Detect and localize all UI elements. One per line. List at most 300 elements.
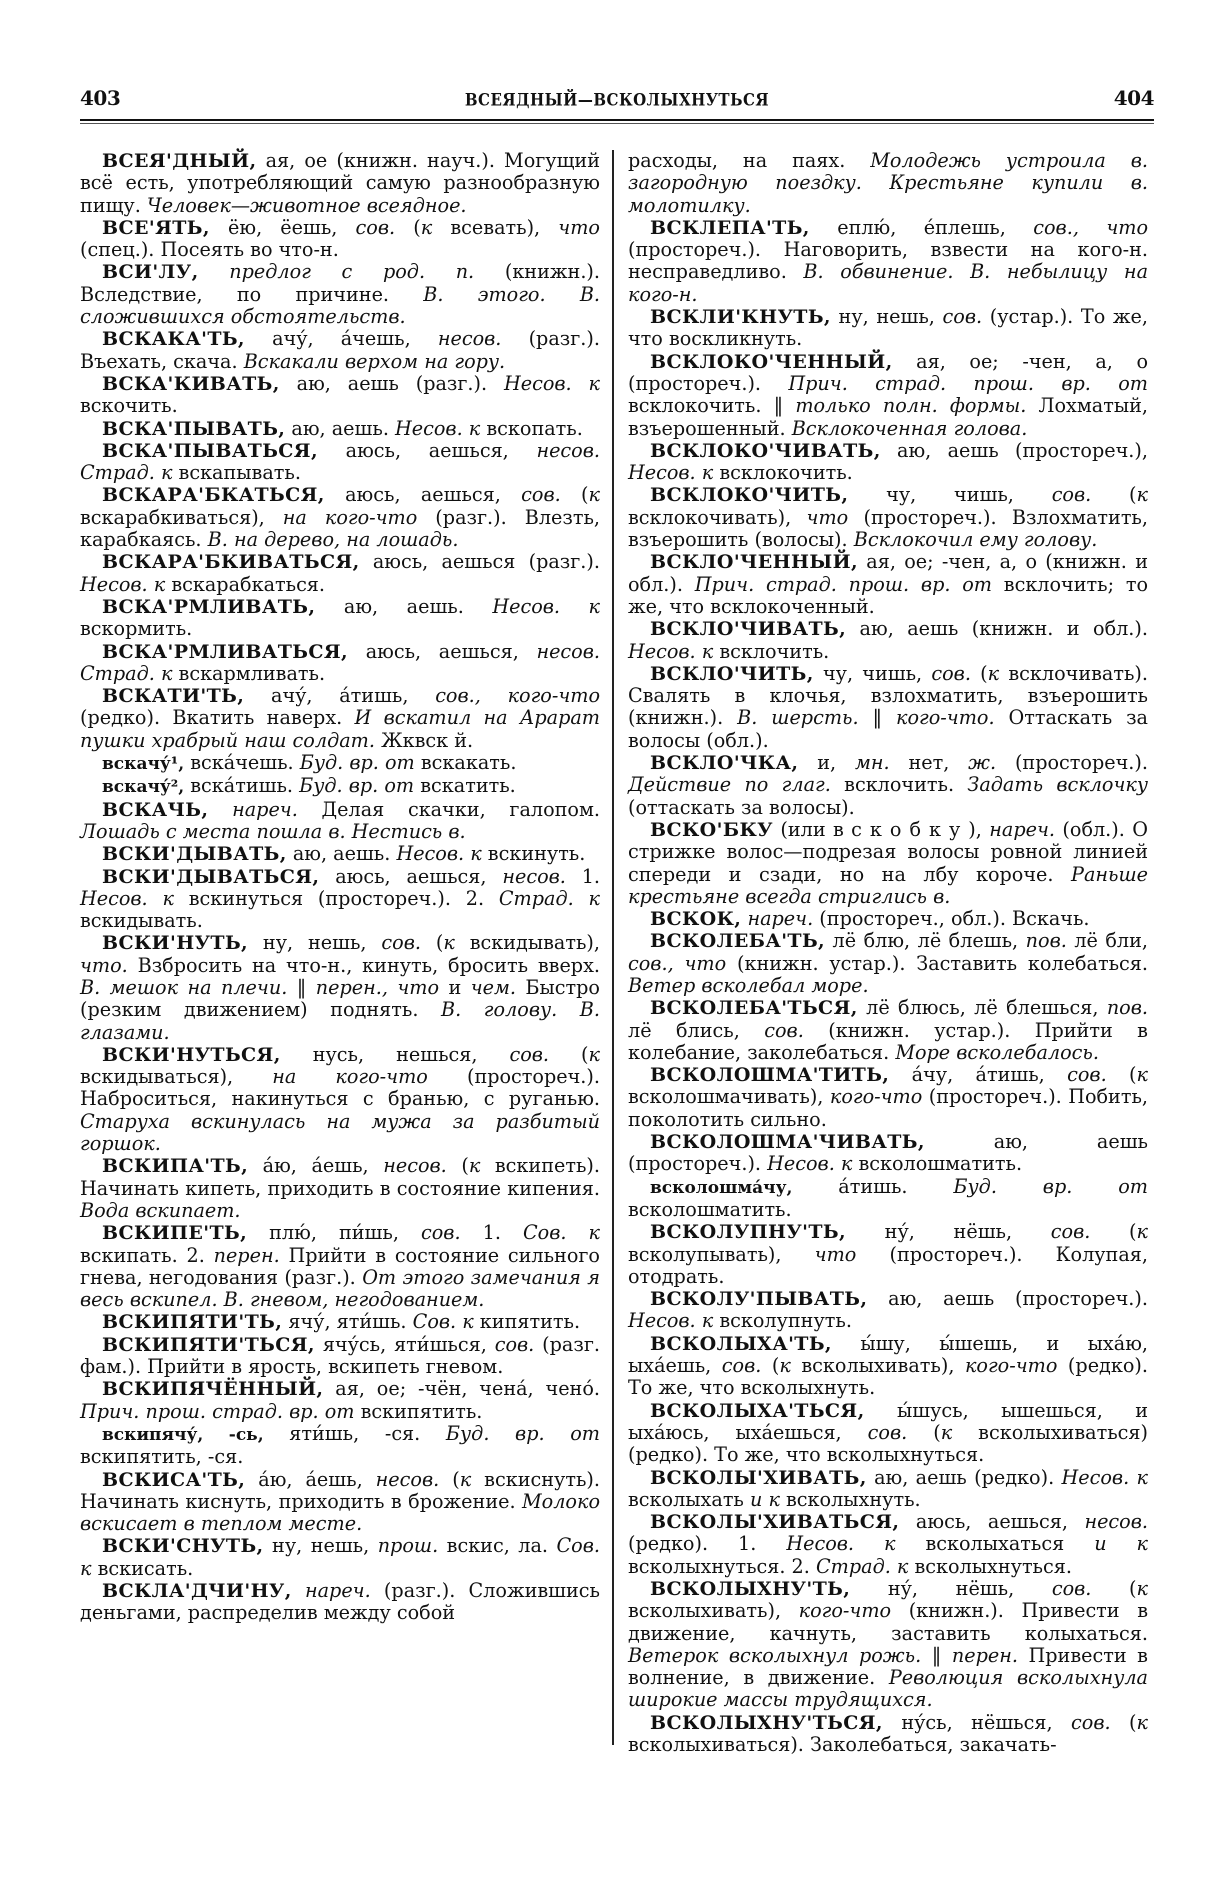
definition-text: ну́сь, нёшься,	[882, 1710, 1072, 1734]
dictionary-entry	[80, 1469, 600, 1536]
italic-gloss: Несов. к	[395, 416, 481, 440]
definition-text: вскис, ла.	[438, 1534, 557, 1558]
headword: ВСКИПЕ'ТЬ,	[102, 1222, 248, 1245]
definition-text: а́ю, а́ешь,	[248, 1154, 384, 1178]
dictionary-entry	[628, 1400, 1148, 1467]
italic-gloss: Несов. к	[504, 371, 600, 395]
definition-text: аю, аешь (простореч.),	[880, 438, 1148, 462]
italic-gloss: Буд. вр. от	[953, 1174, 1148, 1198]
headword: ВСКОЛОШМА'ЧИВАТЬ,	[650, 1131, 925, 1154]
definition-text: аюсь, аешься,	[317, 438, 537, 462]
definition-text: вскатить.	[414, 774, 516, 798]
definition-text: вскарабкаться.	[165, 572, 326, 596]
definition-text: (разг.). Влезть, карабкаясь.	[80, 505, 600, 552]
italic-gloss: на кого-что	[282, 505, 418, 529]
definition-text: (устар.). То же, что воскликнуть.	[628, 305, 1148, 351]
definition-text: всколыхаться	[895, 1532, 1095, 1556]
dictionary-entry	[80, 1311, 600, 1333]
running-head: ВСЕЯДНЫЙ—ВСКОЛЫХНУТЬСЯ	[464, 90, 770, 110]
dictionary-entry	[80, 418, 600, 440]
dictionary-entry	[80, 752, 600, 775]
definition-text: ая, ое; -чён, чена́, чено́.	[323, 1377, 600, 1401]
italic-gloss: несов.	[502, 864, 566, 888]
italic-gloss: сов.	[931, 661, 971, 685]
headword: вскачу́¹,	[102, 754, 185, 775]
definition-text: ёю, ёешь,	[209, 215, 356, 239]
definition-text: вскиснуть). Начинать киснуть, приходить в брожение.	[80, 1467, 600, 1513]
headword: ВСКИСА'ТЬ,	[102, 1468, 246, 1491]
italic-gloss: сов.	[521, 483, 561, 507]
italic-gloss: к	[420, 215, 433, 239]
italic-gloss: Прич. прош. страд. вр. от	[80, 1399, 355, 1423]
definition-text: 1.	[460, 1221, 523, 1245]
italic-gloss: пов.	[1025, 929, 1067, 953]
definition-text: (	[761, 1354, 780, 1378]
italic-gloss: Ветерок всколыхнул рожь.	[628, 1643, 922, 1667]
column-divider	[612, 150, 614, 1745]
italic-gloss: сов.	[421, 1221, 461, 1245]
italic-gloss: что	[806, 505, 849, 529]
definition-text: (или в	[772, 817, 852, 841]
definition-text: лё бли,	[1066, 929, 1149, 953]
definition-text: вскипеть). Начинать кипеть, приходить в состояние кипения.	[80, 1154, 600, 1200]
italic-gloss: Лошадь с места пошла в. Нестись в.	[80, 819, 466, 843]
headword: ВСКЛОКО'ЧИВАТЬ,	[650, 439, 881, 462]
definition-text: аюсь, аешься,	[319, 864, 503, 888]
dictionary-entry	[628, 819, 1148, 908]
italic-gloss: сов.	[355, 215, 396, 239]
italic-gloss: В. этого. В. сложившихся обстоятельств.	[80, 282, 601, 329]
headword: ВСЕ'ЯТЬ,	[102, 216, 210, 239]
definition-text: (разг.). Сложившись деньгами, распределив между собой	[80, 1579, 601, 1625]
definition-text: всевать),	[432, 215, 559, 239]
dictionary-entry	[628, 1176, 1148, 1222]
dictionary-entry	[80, 1044, 600, 1155]
definition-text: аюсь, аешься (разг.).	[359, 550, 600, 574]
definition-text: лё блюсь, лё блешься,	[857, 996, 1107, 1020]
headword: ВСКИ'СНУТЬ,	[102, 1535, 264, 1558]
italic-gloss: сов.	[721, 1354, 762, 1378]
definition-text: нет,	[889, 751, 969, 775]
italic-gloss: Ветер всколебал море.	[628, 973, 869, 997]
dictionary-entry	[628, 150, 1148, 217]
italic-gloss: Несов. к	[628, 461, 714, 485]
italic-gloss: сов.	[381, 931, 421, 955]
definition-text: всколошматить.	[852, 1152, 1023, 1176]
right-column	[628, 150, 1148, 1756]
italic-gloss: Буд. вр. от	[445, 1421, 601, 1445]
dictionary-entry	[628, 1221, 1148, 1288]
definition-text: ы́шусь, ышешься, и ыха́юсь, ыха́ешься,	[628, 1398, 1148, 1444]
definition-text: всколыхнуть.	[779, 1487, 921, 1511]
definition-text: (	[446, 1154, 469, 1178]
spaced-text: скобку	[851, 817, 969, 841]
headword: ВСКОЛЕБА'ТЬСЯ,	[650, 997, 858, 1020]
definition-text: всклочить.	[713, 639, 830, 663]
definition-text: вскинуть.	[481, 842, 586, 866]
dictionary-entry	[628, 930, 1148, 997]
italic-gloss: сов.	[1071, 1710, 1111, 1734]
headword: ВСКА'КИВАТЬ,	[102, 372, 280, 395]
definition-text: вска́тишь.	[184, 774, 300, 798]
italic-gloss: Раньше крестьяне всегда стриглись в.	[628, 862, 1148, 908]
headword: ВСКОЛУ'ПЫВАТЬ,	[650, 1288, 868, 1311]
italic-gloss: к	[588, 1042, 600, 1066]
definition-text: вскормить.	[80, 617, 193, 641]
definition-text: вскарабкиваться),	[80, 505, 283, 529]
definition-text: аю, аешь (разг.).	[279, 371, 504, 395]
italic-gloss: сов.	[1051, 483, 1092, 507]
headword: ВСКА'РМЛИВАТЬСЯ,	[102, 640, 349, 663]
italic-gloss: сов., что	[1033, 215, 1148, 239]
headword: вскачу́²,	[102, 777, 185, 798]
definition-text: (книжн. устар.). Прийти в колебание, заколебаться.	[628, 1018, 1148, 1064]
definition-text: вскочить.	[80, 394, 178, 418]
italic-gloss: От этого замечания я весь вскипел. В. гневом, негодованием.	[80, 1265, 600, 1312]
dictionary-entry	[80, 484, 600, 551]
italic-gloss: Молодежь устроила в. загородную поездку. Крестьяне купили в. молотилку.	[628, 149, 1148, 217]
definition-text: кипятить.	[473, 1310, 581, 1334]
italic-gloss: Действие по глаг.	[628, 773, 831, 797]
headword: ВСКАРА'БКАТЬСЯ,	[102, 484, 325, 507]
definition-text: ‖	[858, 706, 897, 730]
dictionary-entry	[628, 551, 1148, 618]
definition-text	[199, 260, 230, 283]
headword: ВСКАРА'БКИВАТЬСЯ,	[102, 551, 360, 574]
italic-gloss: предлог с род. п.	[229, 260, 475, 284]
italic-gloss: что.	[80, 953, 128, 977]
dictionary-entry	[80, 1334, 600, 1379]
headword: ВСКИ'ДЫВАТЬСЯ,	[102, 865, 320, 888]
header-rule	[80, 119, 1154, 121]
italic-gloss: несов.	[1084, 1510, 1148, 1534]
dictionary-entry	[80, 373, 600, 418]
headword: ВСКИ'НУТЬСЯ,	[102, 1043, 281, 1066]
italic-gloss: И вскатил на Арарат пушки храбрый наш солдат.	[80, 706, 600, 752]
dictionary-entry	[80, 596, 600, 641]
italic-gloss: Несов. к	[492, 594, 600, 618]
definition-text: ),	[968, 817, 990, 841]
definition-text: всклочивать). Свалять в клочья, взлохматить, взъерошить (книжн.).	[628, 661, 1149, 730]
definition-text: плю́, пи́шь,	[247, 1221, 421, 1245]
dictionary-entry	[80, 1535, 600, 1580]
italic-gloss: Задать всклочку	[967, 773, 1148, 797]
definition-text: вскипятить.	[354, 1399, 483, 1423]
headword: ВСЕЯ'ДНЫЙ,	[102, 150, 257, 172]
definition-text: ‖	[921, 1643, 952, 1667]
dictionary-entry	[628, 1578, 1148, 1712]
definition-text: ‖	[287, 975, 316, 999]
definition-text: всклокочивать),	[628, 505, 807, 529]
definition-text: Привести в волнение, в движение.	[628, 1643, 1148, 1690]
italic-gloss: ж.	[968, 751, 997, 775]
italic-gloss: к	[588, 483, 600, 507]
dictionary-entry	[628, 1064, 1148, 1131]
italic-gloss: несов.	[437, 327, 502, 351]
italic-gloss: кого-что	[964, 1354, 1058, 1378]
definition-text: ну, нешь,	[248, 931, 382, 955]
definition-text: нусь, нешься,	[280, 1042, 510, 1066]
headword: ВСКИПЯТИ'ТЬСЯ,	[102, 1333, 315, 1356]
definition-text: ну, нешь,	[263, 1534, 378, 1558]
definition-text: ну́, нёшь,	[846, 1220, 1051, 1244]
dictionary-entry	[80, 1155, 600, 1222]
italic-gloss: к	[459, 1467, 472, 1491]
definition-text: аю, аешь (книжн. и обл.).	[846, 617, 1148, 641]
italic-gloss: Несов. к	[628, 639, 714, 663]
italic-gloss: пов.	[1106, 996, 1148, 1020]
italic-gloss: В. голову. В. глазами.	[80, 998, 600, 1044]
dictionary-entry	[80, 551, 600, 596]
definition-text: (книжн. устар.). Заставить колебаться.	[726, 951, 1149, 975]
italic-gloss: перен.	[213, 1243, 280, 1267]
headword: ВСКЛО'ЧЕННЫЙ,	[650, 551, 858, 574]
dictionary-entry	[80, 866, 600, 933]
definition-text: (простореч.). Побить, поколотить сильно.	[628, 1085, 1149, 1131]
italic-gloss: сов.	[494, 1332, 535, 1356]
dictionary-entry	[80, 799, 600, 844]
dictionary-entry	[628, 997, 1148, 1064]
headword: ВСКЛО'ЧИТЬ,	[650, 662, 814, 685]
dictionary-entry	[80, 261, 600, 328]
italic-gloss: и к	[1094, 1532, 1148, 1556]
definition-text: всклокочить.	[713, 461, 853, 485]
definition-text: и	[439, 975, 471, 999]
italic-gloss: Вскакали верхом на гору.	[243, 349, 506, 373]
dictionary-entry	[80, 150, 600, 217]
definition-text: всколупывать),	[628, 1242, 815, 1266]
definition-text: (	[549, 1042, 589, 1066]
italic-gloss: В. шерсть.	[737, 706, 859, 730]
italic-gloss: сов., что	[628, 951, 727, 975]
definition-text: Жквск й.	[374, 728, 474, 752]
definition-text: вскопать.	[480, 416, 583, 440]
definition-text: всколыхнуться. 2.	[628, 1554, 816, 1578]
headword: ВСКИ'НУТЬ,	[102, 932, 249, 955]
definition-text: (	[1110, 1710, 1137, 1734]
headword: ВСКОЛЫХНУ'ТЬ,	[650, 1578, 851, 1600]
italic-gloss: кого-что	[798, 1599, 892, 1623]
definition-text: всколыхать	[628, 1487, 750, 1511]
definition-text: (книжн.). Вследствие, по причине.	[80, 260, 601, 306]
headword: ВСКЛОКО'ЧЕННЫЙ,	[650, 350, 893, 373]
headword: ВСКОЛЫ'ХИВАТЬСЯ,	[650, 1511, 900, 1534]
definition-text: (простореч.). Взлохматить, взъерошить (волосы).	[628, 505, 1148, 552]
headword: ВСКАКА'ТЬ,	[102, 328, 245, 351]
headword: ВСКЛИ'КНУТЬ,	[650, 306, 831, 329]
definition-text	[208, 798, 232, 821]
dictionary-entry	[628, 1712, 1148, 1757]
left-column	[80, 150, 600, 1625]
definition-text: (обл.). О стрижке волос—подрезая волосы ровной линией спереди и сзади, но на лбу короче.	[628, 817, 1148, 886]
definition-text: (	[907, 1420, 941, 1444]
italic-gloss: Несов. к	[767, 1152, 853, 1176]
page-header	[80, 86, 1154, 116]
definition-text: 1.	[565, 864, 601, 888]
dictionary-entry	[80, 1580, 600, 1625]
italic-gloss: Всклокочил ему голову.	[853, 528, 1098, 552]
italic-gloss: что	[814, 1242, 857, 1266]
italic-gloss: Сов. к	[80, 1534, 600, 1580]
definition-text: (простореч.). Наговорить, взвести на кого-н. несправедливо.	[628, 238, 1148, 284]
italic-gloss: к	[1136, 1710, 1149, 1734]
italic-gloss: к	[940, 1420, 953, 1444]
italic-gloss: что	[558, 215, 600, 239]
italic-gloss: кого-что.	[896, 706, 995, 730]
italic-gloss: на кого-что	[272, 1065, 428, 1089]
definition-text: всколошматить.	[628, 1197, 792, 1221]
page-number-left: 403	[80, 86, 121, 110]
definition-text: Оттаскать за волосы (обл.).	[628, 706, 1148, 752]
italic-gloss: сов.	[764, 1018, 804, 1042]
definition-text: (	[560, 483, 589, 507]
definition-text: (простореч.). Колупая, отодрать.	[628, 1242, 1148, 1288]
headword: ВСКОЛЫХА'ТЬ,	[650, 1332, 832, 1355]
italic-gloss: к	[1136, 1577, 1148, 1600]
definition-text: вскинуться (простореч.). 2.	[173, 886, 499, 910]
definition-text: всколошмачивать),	[628, 1085, 830, 1109]
headword: ВСКЛЕПА'ТЬ,	[650, 216, 810, 239]
definition-text: аюсь, аешься,	[899, 1510, 1085, 1534]
definition-text: аюсь, аешься,	[348, 639, 537, 663]
italic-gloss: чем.	[470, 975, 516, 999]
dictionary-entry	[628, 440, 1148, 485]
definition-text: а́чу, а́тишь,	[889, 1063, 1068, 1087]
definition-text: аю, аешь (редко).	[866, 1465, 1062, 1489]
definition-text: ая, ое (книжн. науч.). Могущий всё есть, употребляющий самую разнообразную пищу.	[80, 149, 600, 217]
dictionary-entry	[80, 217, 600, 262]
headword: ВСКИПЯЧЁННЫЙ,	[102, 1378, 324, 1401]
headword: ВСКОЛЫХА'ТЬСЯ,	[650, 1399, 865, 1422]
italic-gloss: к	[987, 661, 1000, 685]
headword: ВСКИ'ДЫВАТЬ,	[102, 843, 287, 866]
dictionary-entry	[80, 328, 600, 373]
dictionary-entry	[628, 1131, 1148, 1176]
italic-gloss: к	[1136, 1063, 1148, 1087]
italic-gloss: нареч.	[747, 907, 814, 931]
definition-text: Прийти в состояние сильного гнева, негодования (разг.).	[80, 1243, 600, 1289]
italic-gloss: сов.	[1067, 1063, 1107, 1087]
italic-gloss: Вода вскипает.	[80, 1198, 241, 1222]
definition-text: всколыхнуться.	[908, 1554, 1072, 1578]
definition-text: ну́, нёшь,	[850, 1577, 1052, 1600]
headword: ВСКО'БКУ	[650, 818, 773, 841]
headword: ВСИ'ЛУ,	[102, 261, 199, 284]
italic-gloss: нареч.	[304, 1579, 371, 1602]
headword: ВСКА'РМЛИВАТЬ,	[102, 595, 316, 618]
dictionary-entry	[628, 1288, 1148, 1333]
definition-text: ячу́сь, яти́шься,	[314, 1332, 495, 1356]
definition-text: всколыхиваться). Заколебаться, закачать-	[628, 1733, 1057, 1757]
dictionary-entry	[80, 1378, 600, 1423]
italic-gloss: Буд. вр. от	[299, 751, 415, 775]
italic-gloss: В. обвинение. В. небылицу на кого-н.	[628, 260, 1149, 306]
definition-text: (простореч.).	[996, 751, 1148, 775]
italic-gloss: Страд. к	[498, 886, 600, 910]
italic-gloss: Море всколебалось.	[895, 1040, 1099, 1064]
definition-text: ячу́, яти́шь.	[282, 1310, 413, 1334]
italic-gloss: несов. Страд. к	[80, 639, 600, 685]
headword: ВСКИПЯТИ'ТЬ,	[102, 1311, 283, 1334]
definition-text: (разг.). Въехать, скача.	[80, 327, 600, 373]
dictionary-entry	[628, 663, 1148, 752]
italic-gloss: только полн. формы.	[795, 394, 1027, 418]
definition-text: чу, чишь,	[813, 661, 932, 685]
definition-text: ачу́, а́тишь,	[244, 684, 436, 708]
definition-text: (оттаскать за волосы).	[628, 795, 855, 819]
italic-gloss: Несов. к	[786, 1532, 896, 1556]
italic-gloss: В. на дерево, на лошадь.	[207, 528, 459, 552]
definition-text: Делая скачки, галопом.	[297, 797, 600, 821]
definition-text: лё блю, лё блешь,	[825, 929, 1026, 953]
definition-text: (простореч., обл.). Вскачь.	[813, 907, 1090, 931]
headword: ВСКИПА'ТЬ,	[102, 1155, 249, 1178]
headword: ВСКЛО'ЧИВАТЬ,	[650, 618, 847, 641]
dictionary-entry	[628, 618, 1148, 663]
italic-gloss: несов.	[383, 1154, 447, 1178]
definition-text: (	[439, 1467, 460, 1491]
definition-text: ачу́, а́чешь,	[244, 327, 438, 351]
italic-gloss: мн.	[854, 751, 890, 775]
italic-gloss: Прич. страд. прош. вр. от	[694, 572, 992, 596]
definition-text: всклочить; то же, что всклокоченный.	[628, 572, 1148, 618]
italic-gloss: нареч.	[232, 797, 298, 821]
dictionary-entry	[628, 351, 1148, 440]
headword: ВСКОЛУПНУ'ТЬ,	[650, 1221, 846, 1244]
italic-gloss: перен., что	[315, 975, 440, 999]
italic-gloss: несов. Страд. к	[80, 438, 600, 485]
dictionary-entry	[628, 1511, 1148, 1578]
headword: ВСКАТИ'ТЬ,	[102, 685, 245, 708]
definition-text: (	[1090, 1220, 1137, 1244]
definition-text: Быстро (резким движением) поднять.	[80, 975, 600, 1022]
italic-gloss: нареч.	[989, 817, 1056, 841]
headword: ВСКОК,	[650, 908, 742, 931]
definition-text: ы́шу, ы́шешь, и ыха́ю, ыха́ешь,	[628, 1331, 1148, 1378]
definition-text: и,	[798, 751, 855, 775]
definition-text: а́тишь.	[792, 1174, 954, 1198]
italic-gloss: Сов. к	[412, 1310, 474, 1334]
italic-gloss: сов.	[942, 305, 983, 329]
italic-gloss: к	[1136, 483, 1148, 507]
definition-text: (	[420, 931, 444, 955]
dictionary-entry	[628, 217, 1148, 306]
italic-gloss: Революция всколыхнула широкие массы трудящихся.	[628, 1666, 1148, 1712]
definition-text: (	[970, 661, 988, 685]
definition-text: всколыхивать),	[790, 1354, 965, 1378]
dictionary-entry	[80, 1222, 600, 1311]
definition-text: яти́шь, -ся.	[263, 1421, 446, 1445]
definition-text: вскипятить, -ся.	[80, 1445, 244, 1469]
italic-gloss: несов.	[375, 1467, 440, 1491]
headword: ВСКОЛЫХНУ'ТЬСЯ,	[650, 1711, 883, 1734]
definition-text: аю, аешь.	[315, 594, 493, 618]
definition-text: Взбросить на что-н., кинуть, бросить вверх.	[127, 953, 600, 977]
italic-gloss: Сов. к	[522, 1221, 600, 1245]
headword: вскипячу́, -сь,	[102, 1424, 264, 1445]
italic-gloss: перен.	[951, 1643, 1018, 1667]
definition-text: вскисать.	[91, 1556, 194, 1580]
dictionary-entry	[628, 306, 1148, 351]
italic-gloss: Молоко вскисает в теплом месте.	[80, 1489, 600, 1536]
italic-gloss: Несов. к	[628, 1309, 714, 1333]
italic-gloss: сов.	[1051, 1577, 1092, 1600]
headword: ВСКОЛЕБА'ТЬ,	[650, 930, 826, 953]
dictionary-entry	[628, 908, 1148, 930]
italic-gloss: Буд. вр. от	[299, 774, 415, 798]
italic-gloss: Прич. страд. прош. вр. от	[788, 371, 1148, 395]
definition-text: ну, нешь,	[830, 305, 943, 329]
